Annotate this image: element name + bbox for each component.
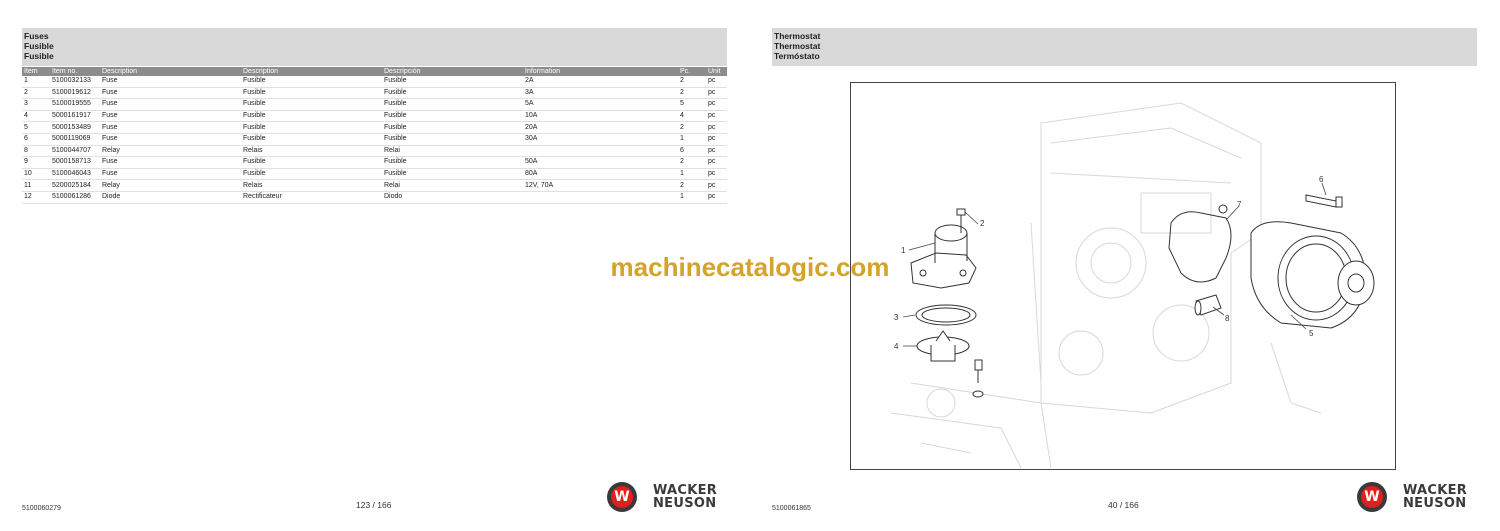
table-row (22, 191, 727, 203)
table-cell: 1 (22, 76, 50, 87)
table-cell: pc (706, 191, 727, 203)
table-row (22, 145, 727, 157)
table-cell: Fuse (100, 110, 241, 122)
table-cell: pc (706, 157, 727, 169)
column-header: Unit (706, 67, 727, 76)
table-row (22, 157, 727, 169)
callout-2: 2 (980, 219, 985, 228)
watermark-text: machinecatalogic.com (610, 252, 890, 282)
table-cell: pc (706, 122, 727, 134)
table-cell: 3 (22, 99, 50, 111)
table-cell (523, 145, 678, 157)
table-cell: 5100032133 (50, 76, 100, 87)
header-title-es: Termóstato (774, 51, 820, 61)
table-cell: Rectificateur (241, 191, 382, 203)
table-row (22, 168, 727, 180)
table-cell: 50A (523, 157, 678, 169)
part-6-bolt (1306, 195, 1342, 207)
table-cell: Fuse (100, 168, 241, 180)
table-cell: 2 (678, 180, 706, 192)
table-cell: Diodo (382, 191, 523, 203)
column-header: Description (100, 67, 241, 76)
table-row (22, 87, 727, 99)
table-cell: Relai (382, 145, 523, 157)
table-cell: 12V, 70A (523, 180, 678, 192)
table-cell: 2 (678, 122, 706, 134)
table-cell: Fusible (382, 122, 523, 134)
table-cell: Fuse (100, 157, 241, 169)
callout-6: 6 (1319, 175, 1324, 184)
table-cell: 5000153489 (50, 122, 100, 134)
table-cell: Fusible (241, 168, 382, 180)
table-row (22, 122, 727, 134)
table-cell: 5100046043 (50, 168, 100, 180)
callout-7: 7 (1237, 200, 1242, 209)
table-cell: 5000158713 (50, 157, 100, 169)
table-cell: Fusible (241, 157, 382, 169)
table-cell: Fuse (100, 133, 241, 145)
table-cell: pc (706, 133, 727, 145)
table-cell: 5100061286 (50, 191, 100, 203)
table-cell: 11 (22, 180, 50, 192)
table-cell: Diode (100, 191, 241, 203)
table-row (22, 76, 727, 87)
table-row (22, 133, 727, 145)
table-cell: 2 (678, 157, 706, 169)
logo-wordmark: WACKER NEUSON (653, 483, 718, 511)
header-title-en: Thermostat (774, 31, 821, 41)
part-8-pipe (1195, 295, 1221, 315)
column-header: Pc. (678, 67, 706, 76)
table-cell: Relais (241, 180, 382, 192)
table-cell: pc (706, 87, 727, 99)
parts-table-body (22, 76, 727, 203)
header-title-es: Fusible (24, 51, 54, 61)
table-cell: Fusible (382, 76, 523, 87)
table-cell: Fusible (382, 110, 523, 122)
column-header: Item (22, 67, 50, 76)
table-cell: 3A (523, 87, 678, 99)
table-cell: Fusible (241, 110, 382, 122)
column-header: Description (241, 67, 382, 76)
table-cell: 1 (678, 133, 706, 145)
table-cell: 2 (22, 87, 50, 99)
table-cell: 5000161917 (50, 110, 100, 122)
table-cell: pc (706, 145, 727, 157)
wacker-neuson-logo (1357, 482, 1481, 516)
header-title-fr: Thermostat (774, 41, 821, 51)
table-cell: 2 (678, 76, 706, 87)
table-cell: 10A (523, 110, 678, 122)
table-cell: 4 (678, 110, 706, 122)
table-cell: Relai (382, 180, 523, 192)
table-cell: 30A (523, 133, 678, 145)
wacker-neuson-logo (607, 482, 731, 516)
logo-wordmark: WACKER NEUSON (1403, 483, 1468, 511)
page-number: 123 / 166 (356, 500, 392, 510)
callout-4: 4 (894, 342, 899, 351)
table-cell: 5100019612 (50, 87, 100, 99)
table-cell: 5100019555 (50, 99, 100, 111)
table-cell: Fusible (241, 87, 382, 99)
header-title-en: Fuses (24, 31, 49, 41)
table-cell: 9 (22, 157, 50, 169)
table-cell: 5200025184 (50, 180, 100, 192)
column-header: Descripción (382, 67, 523, 76)
table-cell: Fuse (100, 122, 241, 134)
table-cell: Fusible (241, 133, 382, 145)
table-cell: 8 (22, 145, 50, 157)
table-cell: 2A (523, 76, 678, 87)
table-cell: Relay (100, 145, 241, 157)
table-cell: Fusible (382, 133, 523, 145)
callout-3: 3 (894, 313, 899, 322)
table-cell (523, 191, 678, 203)
table-cell: 5100044707 (50, 145, 100, 157)
table-cell: Fusible (382, 157, 523, 169)
table-cell: 12 (22, 191, 50, 203)
table-cell: Fusible (241, 122, 382, 134)
table-cell: Fusible (382, 87, 523, 99)
table-cell: Fusible (241, 76, 382, 87)
table-cell: Fusible (382, 168, 523, 180)
table-cell: Fuse (100, 99, 241, 111)
part-3-seal-ring (916, 305, 976, 325)
table-cell: 80A (523, 168, 678, 180)
table-cell: pc (706, 168, 727, 180)
diagram-header (772, 28, 1477, 66)
table-cell: 6 (22, 133, 50, 145)
table-cell: 4 (22, 110, 50, 122)
table-cell: pc (706, 180, 727, 192)
table-cell: Fuse (100, 87, 241, 99)
table-cell: Fusible (241, 99, 382, 111)
document-code: 5100061865 (772, 505, 811, 512)
table-cell: pc (706, 99, 727, 111)
table-header-row (22, 67, 727, 76)
table-row (22, 180, 727, 192)
parts-list-header (22, 28, 727, 66)
callout-1: 1 (901, 246, 906, 255)
table-cell: pc (706, 76, 727, 87)
table-cell: 20A (523, 122, 678, 134)
column-header: Information (523, 67, 678, 76)
table-cell: 10 (22, 168, 50, 180)
callout-5: 5 (1309, 329, 1314, 338)
table-cell: 5000119069 (50, 133, 100, 145)
table-cell: Relay (100, 180, 241, 192)
page-number: 40 / 166 (1108, 500, 1139, 510)
table-row (22, 99, 727, 111)
table-cell: Fusible (382, 99, 523, 111)
table-cell: 5 (22, 122, 50, 134)
document-code: 5100060279 (22, 505, 61, 512)
parts-table (22, 67, 727, 204)
drain-plug (973, 360, 983, 397)
logo-mark-icon: W (607, 482, 637, 512)
table-cell: 2 (678, 87, 706, 99)
callout-8: 8 (1225, 314, 1230, 323)
table-cell: Relais (241, 145, 382, 157)
table-cell: 5 (678, 99, 706, 111)
part-4-thermostat (917, 331, 969, 361)
table-row (22, 110, 727, 122)
table-cell: 1 (678, 168, 706, 180)
column-header: Item no. (50, 67, 100, 76)
table-cell: 1 (678, 191, 706, 203)
table-cell: Fuse (100, 76, 241, 87)
table-cell: pc (706, 110, 727, 122)
table-cell: 5A (523, 99, 678, 111)
table-cell: 6 (678, 145, 706, 157)
header-title-fr: Fusible (24, 41, 54, 51)
logo-mark-icon: W (1357, 482, 1387, 512)
